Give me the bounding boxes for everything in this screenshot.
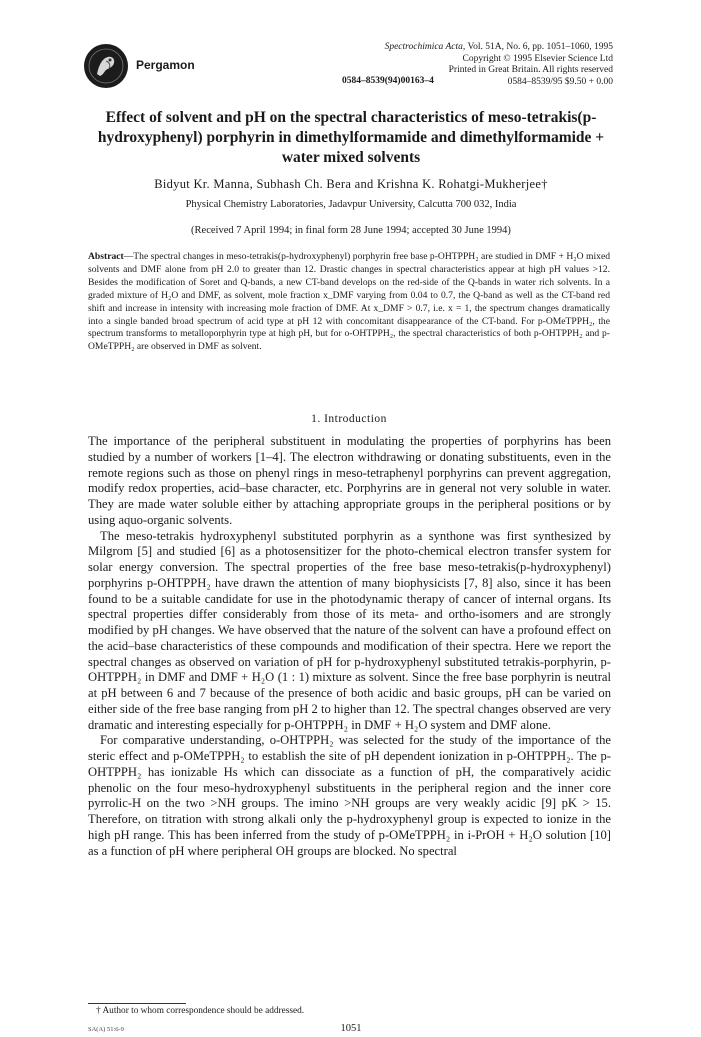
article-code: 0584–8539(94)00163–4 (342, 76, 434, 86)
affiliation: Physical Chemistry Laboratories, Jadavpur University, Calcutta 700 032, India (185, 199, 517, 210)
footnote-divider (88, 1003, 186, 1004)
received-dates: (Received 7 April 1994; in final form 28 June 1994; accepted 30 June 1994) (191, 225, 511, 236)
paragraph: The importance of the peripheral substituent in modulating the properties of porphyrins has been studied by a number of workers [1–4]. The electron withdrawing or donating substituents, even in the remote regions such as those on phenyl rings in meso-tetraphenyl porphyrins can prevent aggregation, modify redox properties, acid–base character, etc. Porphyrins are in general not very soluble in water. They are made water soluble either by attaching appropriate groups in the peripheral positions or by using aquo-organic solvents. (88, 434, 611, 527)
publisher-name: Pergamon (136, 58, 195, 72)
publisher-logo (84, 44, 128, 88)
paragraph: The meso-tetrakis hydroxyphenyl substituted porphyrin as a synthone was first synthesized by Milgrom [5] and studied [6] as a photosensitizer for the photo-chemical electron transfer system for solar energy conversion. The spectral properties of the free base meso-tetrakis(p-hydroxyphenyl) porphyrins p-OHTPPH₂ have drawn the attention of many biophysicists [7, 8] also, since it has been found to be a suitable candidate for use in the photodynamic therapy of cancer of internal organs. Its spectral properties differ considerably from those of its meta- and ortho-isomers and are strongly modified by pH changes. We have observed that the nature of the solvent can have a profound effect on the acid–base characteristics of these compounds and modification of their spectra. Here we report the spectral changes as observed on variation of pH for p-hydroxyphenyl substituted tetrakis-porphyrin, p-OHTPPH₂ in DMF and DMF + H₂O (1 : 1) mixture as solvent. Since the free base porphyrin is neutral at pH between 6 and 7 because of the presence of both acidic and basic groups, pH can be varied on either side of the free base ranging from pH 2 to higher than 12. The spectral changes observed are very dramatic and interesting especially for p-OHTPPH₂ in DMF + H₂O system and DMF alone. (88, 528, 611, 732)
abstract (88, 251, 610, 354)
section-heading: 1. Introduction (311, 413, 387, 425)
price-code: 0584–8539/95 $9.50 + 0.00 (507, 77, 613, 87)
article-title: Effect of solvent and pH on the spectral characteristics of meso-tetrakis(p-hydroxyphenyl) porphyrin in dimethylformamide and dimethylformamide + water mixed solvents (97, 109, 605, 166)
footnote: † Author to whom correspondence should be addressed. (96, 1006, 305, 1016)
paragraph: For comparative understanding, o-OHTPPH₂ was selected for the study of the importance of the steric effect and p-OMeTPPH₂ to establish the site of pH dependent ionization in p-OHTPPH₂. The p-OHTPPH₂ has ionizable Hs which can dissociate as a function of pH, the comparatively acidic phenolic on the four meso-hydroxyphenyl substituents in the peripheral region and the inner core pyrrolic-H on the two >NH groups. The imino >NH groups are very weakly acidic [9] pK > 15. Therefore, on titration with strong alkali only the p-hydroxyphenyl group is expected to ionize in the high pH range. This has been inferred from the study of p-OMeTPPH₂ in i-PrOH + H₂O solution [10] as a function of pH where peripheral OH groups are blocked. No spectral (88, 733, 611, 858)
copyright-line: Copyright © 1995 Elsevier Science Ltd (462, 54, 613, 64)
printed-line: Printed in Great Britain. All rights reserved (448, 65, 613, 75)
journal-details: , Vol. 51A, No. 6, pp. 1051–1060, 1995 (462, 42, 613, 52)
journal-citation (385, 41, 613, 53)
author-list: Bidyut Kr. Manna, Subhash Ch. Bera and Krishna K. Rohatgi-Mukherjee† (154, 177, 548, 191)
body-text (88, 434, 611, 859)
printer-code: SA(A) 51:6-9 (88, 1026, 124, 1033)
abstract-text: —The spectral changes in meso-tetrakis(p-hydroxyphenyl) porphyrin free base p-OHTPPH₂ are studied in DMF + H₂O mixed solvents and DMF alone from pH 2.0 to greater than 12. Drastic changes in spectral characteristics appear at high pH values >12. Besides the modification of Soret and Q-bands, a new CT-band develops on the red-side of the Q-bands in water rich solvents. In a graded mixture of H₂O and DMF, as solvent, mole fraction x_DMF varying from 0.04 to 0.7, the Q-band as well as the CT-band red shift and increase in intensity with increasing mole fraction of DMF. At x_DMF > 0.7, i.e. x = 1, the spectrum changes dramatically into a single banded broad spectrum of acid type at pH 12 with concomitant disappearance of the CT-band. For p-OMeTPPH₂, the spectrum transforms to metalloporphyrin type at high pH, but for o-OHTPPH₂, the spectral characteristics of both p-OHTPPH₂ and p-OMeTPPH₂ are observed in DMF as solvent. (88, 251, 610, 353)
journal-name: Spectrochimica Acta (384, 42, 463, 52)
abstract-label: Abstract (88, 251, 124, 262)
page-number: 1051 (340, 1023, 362, 1034)
